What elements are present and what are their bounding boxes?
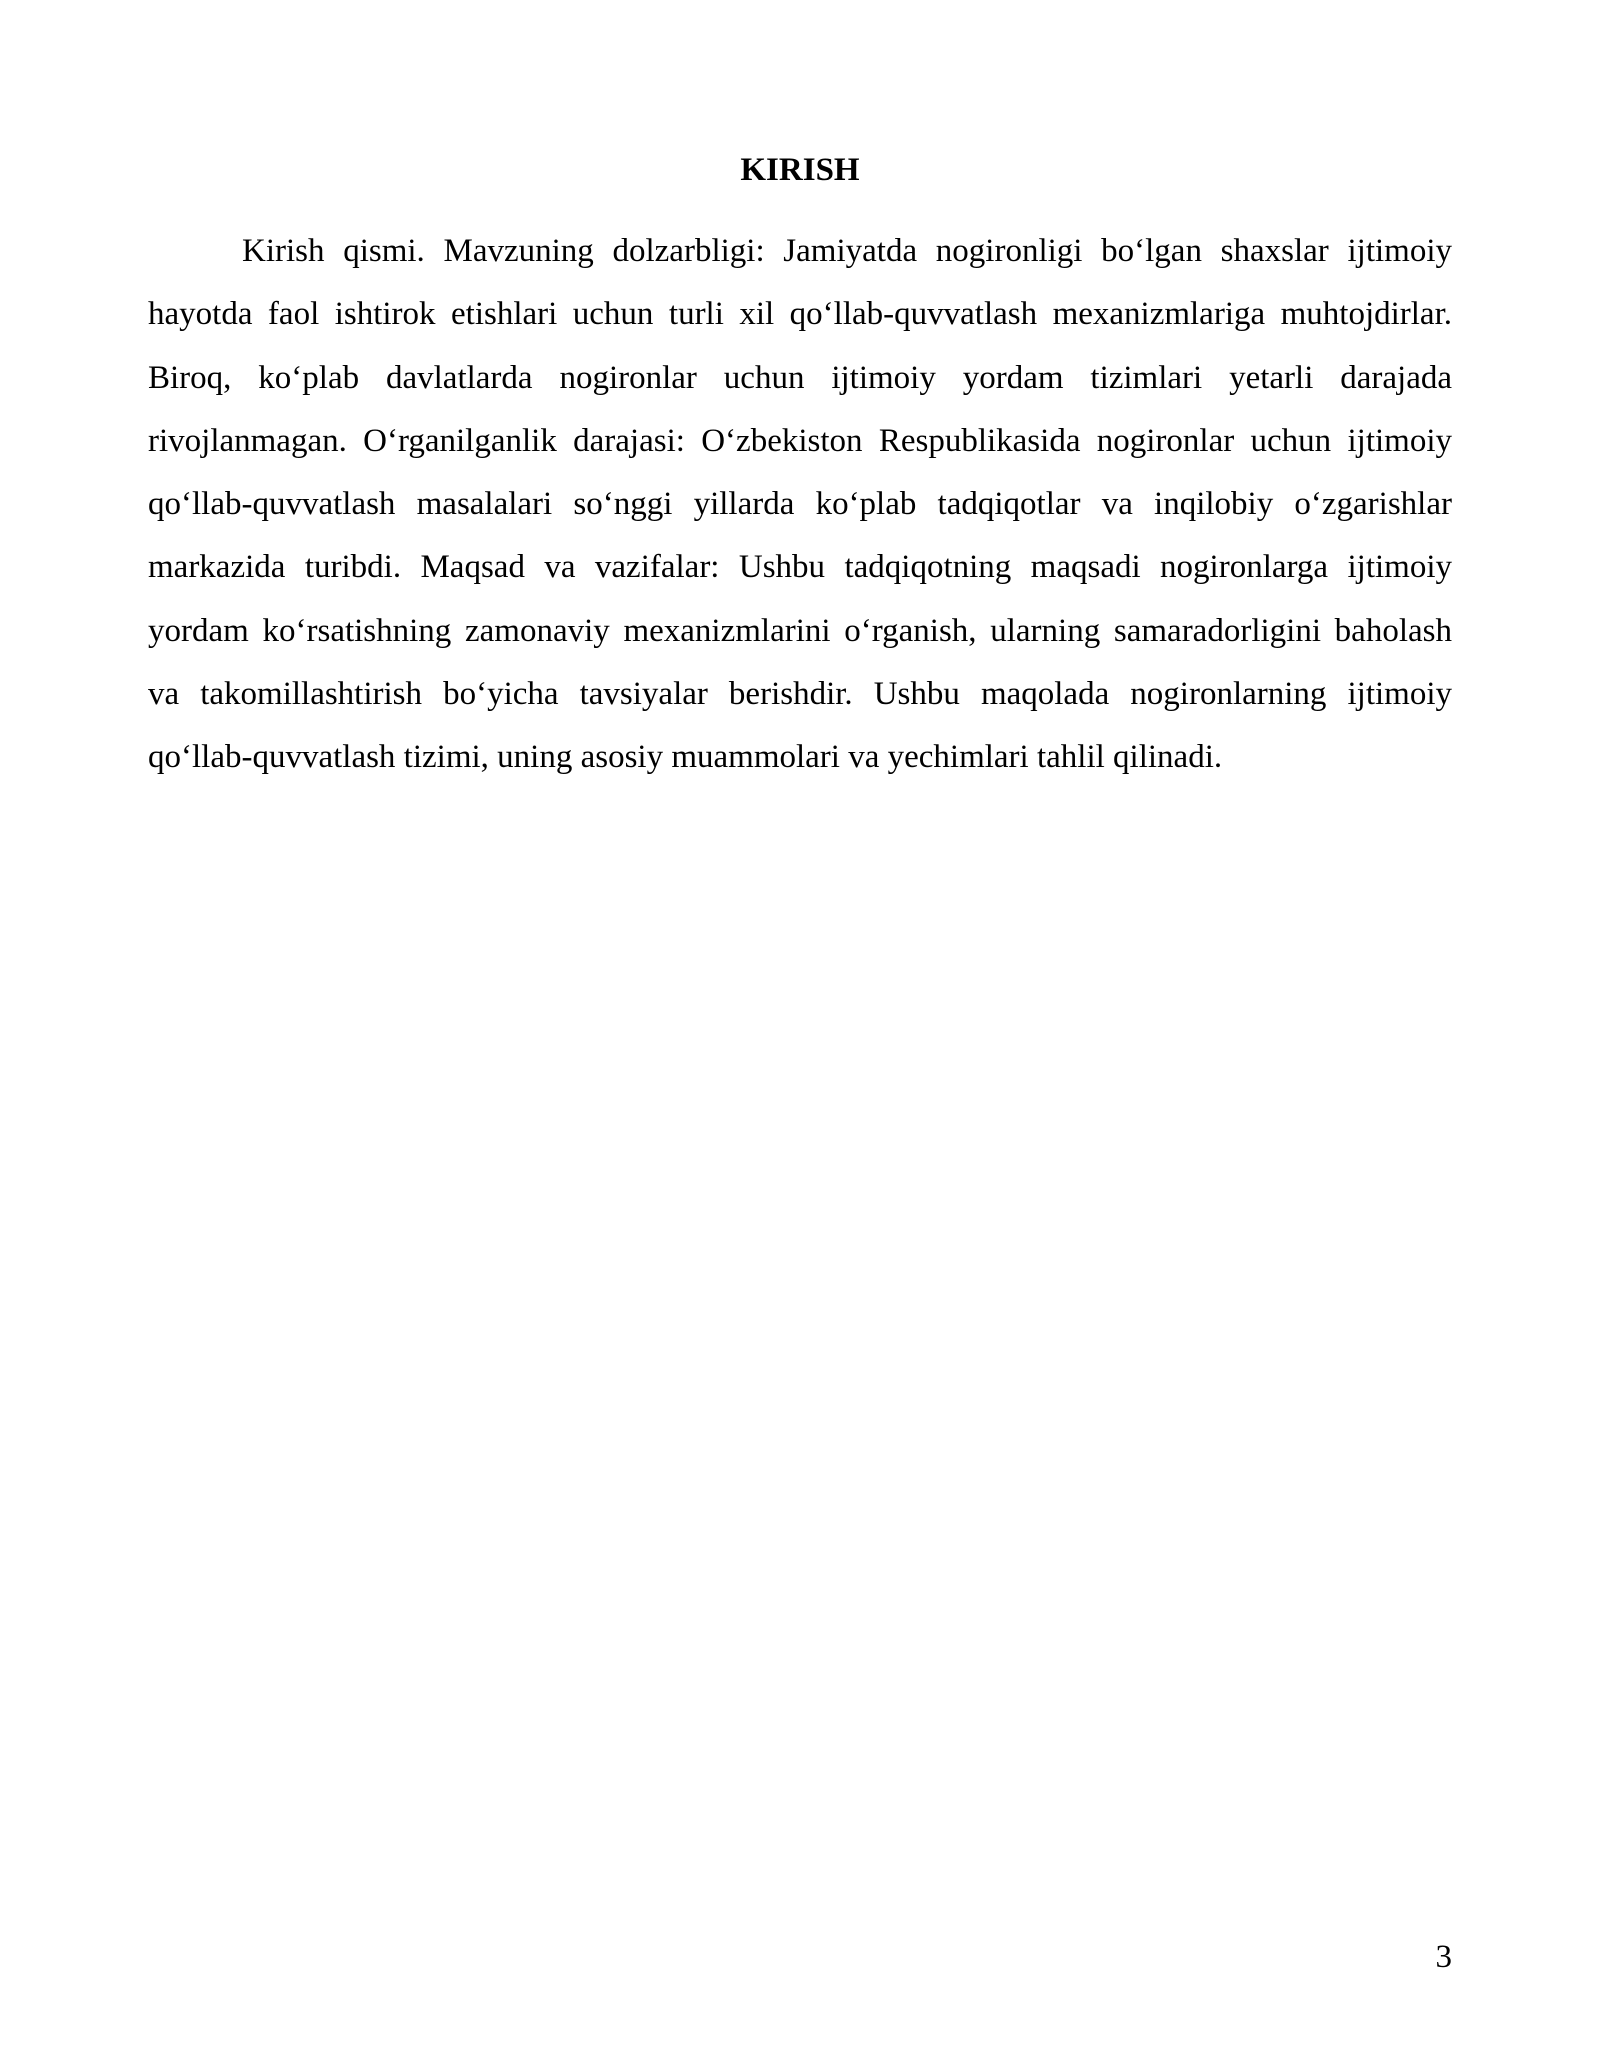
page-number: 3 bbox=[1435, 1939, 1452, 1975]
section-heading: KIRISH bbox=[740, 152, 860, 188]
intro-paragraph: Kirish qismi. Mavzuning dolzarbligi: Jamiyatda nogironligi bo‘lgan shaxslar ijtimoiy hayotda faol ishtirok etishlari uchun turli xil qo‘llab-quvvatlash mexanizmlariga muhtojdirlar. Biroq, ko‘plab davlatlarda nogironlar uchun ijtimoiy yordam tizimlari yetarli darajada rivojlanmagan. O‘rganilganlik darajasi: O‘zbekiston Respublikasida nogironlar uchun ijtimoiy qo‘llab-quvvatlash masalalari so‘nggi yillarda ko‘plab tadqiqotlar va inqilobiy o‘zgarishlar markazida turibdi. Maqsad va vazifalar: Ushbu tadqiqotning maqsadi nogironlarga ijtimoiy yordam ko‘rsatishning zamonaviy mexanizmlarini o‘rganish, ularning samaradorligini baholash va takomillashtirish bo‘yicha tavsiyalar berishdir. Ushbu maqolada nogironlarning ijtimoiy qo‘llab-quvvatlash tizimi, uning asosiy muammolari va yechimlari tahlil qilinadi. bbox=[148, 233, 1452, 776]
